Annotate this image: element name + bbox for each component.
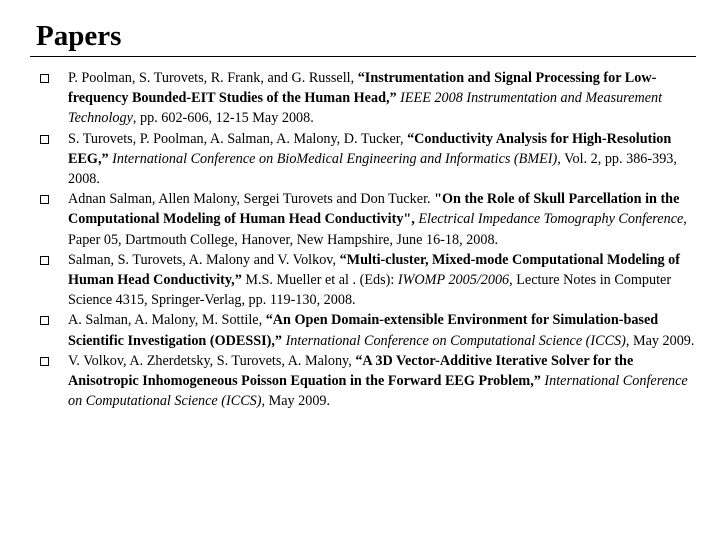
ref-title: “Instrumentation and Signal Processing for Low-frequency Bounded-EIT Studies of the Human Head,” xyxy=(68,70,657,107)
reference-item xyxy=(40,250,700,311)
bullet-icon xyxy=(40,316,49,325)
ref-authors: V. Volkov, A. Zherdetsky, S. Turovets, A. Malony, xyxy=(68,352,356,369)
ref-title: “A 3D Vector-Additive Iterative Solver for the Anisotropic Inhomogeneous Poisson Equation in the Forward EEG Problem,” xyxy=(68,352,634,390)
ref-venue: Electrical Impedance Tomography Conference xyxy=(418,211,684,228)
bullet-icon xyxy=(40,74,49,83)
reference-item xyxy=(40,129,700,190)
ref-details: , Vol. 2, pp. 386-393, 2008. xyxy=(68,150,677,188)
bullet-icon xyxy=(40,195,49,204)
ref-venue: IEEE 2008 Instrumentation and Measurement Technology xyxy=(68,90,663,127)
reference-item xyxy=(40,351,700,412)
ref-authors: Salman, S. Turovets, A. Malony and V. Volkov, xyxy=(68,251,340,268)
ref-details: , Paper 05, Dartmouth College, Hanover, New Hampshire, June 16-18, 2008. xyxy=(68,211,687,248)
ref-details: , May 2009. xyxy=(261,393,331,410)
ref-details: , Lecture Notes in Computer Science 4315, Springer-Verlag, pp. 119-130, 2008. xyxy=(68,272,672,309)
ref-authors: Adnan Salman, Allen Malony, Sergei Turovets and Don Tucker. xyxy=(68,191,435,208)
ref-title: “Multi-cluster, Mixed-mode Computational Modeling of Human Head Conductivity,” xyxy=(68,251,680,289)
ref-extra: M.S. Mueller et al . (Eds): xyxy=(241,272,398,289)
reference-item xyxy=(40,310,700,350)
ref-details: , May 2009. xyxy=(625,332,695,349)
reference-item xyxy=(40,189,700,250)
ref-title: “Conductivity Analysis for High-Resolution EEG,” xyxy=(68,130,672,167)
bullet-icon xyxy=(40,256,49,265)
ref-venue: International Conference on Computational Science (ICCS) xyxy=(285,332,626,349)
bullet-icon xyxy=(40,135,49,144)
title-divider xyxy=(30,56,696,57)
ref-details: , pp. 602-606, 12-15 May 2008. xyxy=(132,110,314,127)
page-title: Papers xyxy=(36,20,122,52)
ref-venue: IWOMP 2005/2006 xyxy=(397,272,510,289)
ref-venue: International Conference on BioMedical Engineering and Informatics (BMEI) xyxy=(112,150,558,167)
ref-venue: International Conference on Computational Science (ICCS) xyxy=(68,373,688,410)
bullet-icon xyxy=(40,357,49,366)
reference-list xyxy=(40,68,700,411)
ref-authors: S. Turovets, P. Poolman, A. Salman, A. Malony, D. Tucker, xyxy=(68,130,408,147)
ref-authors: P. Poolman, S. Turovets, R. Frank, and G. Russell, xyxy=(68,70,358,86)
ref-authors: A. Salman, A. Malony, M. Sottile, xyxy=(68,312,266,329)
reference-item xyxy=(40,68,700,129)
ref-title: “An Open Domain-extensible Environment for Simulation-based Scientific Investigation (ODESSI),” xyxy=(68,312,659,349)
ref-title: "On the Role of Skull Parcellation in the Computational Modeling of Human Head Conductivity", xyxy=(68,191,680,228)
